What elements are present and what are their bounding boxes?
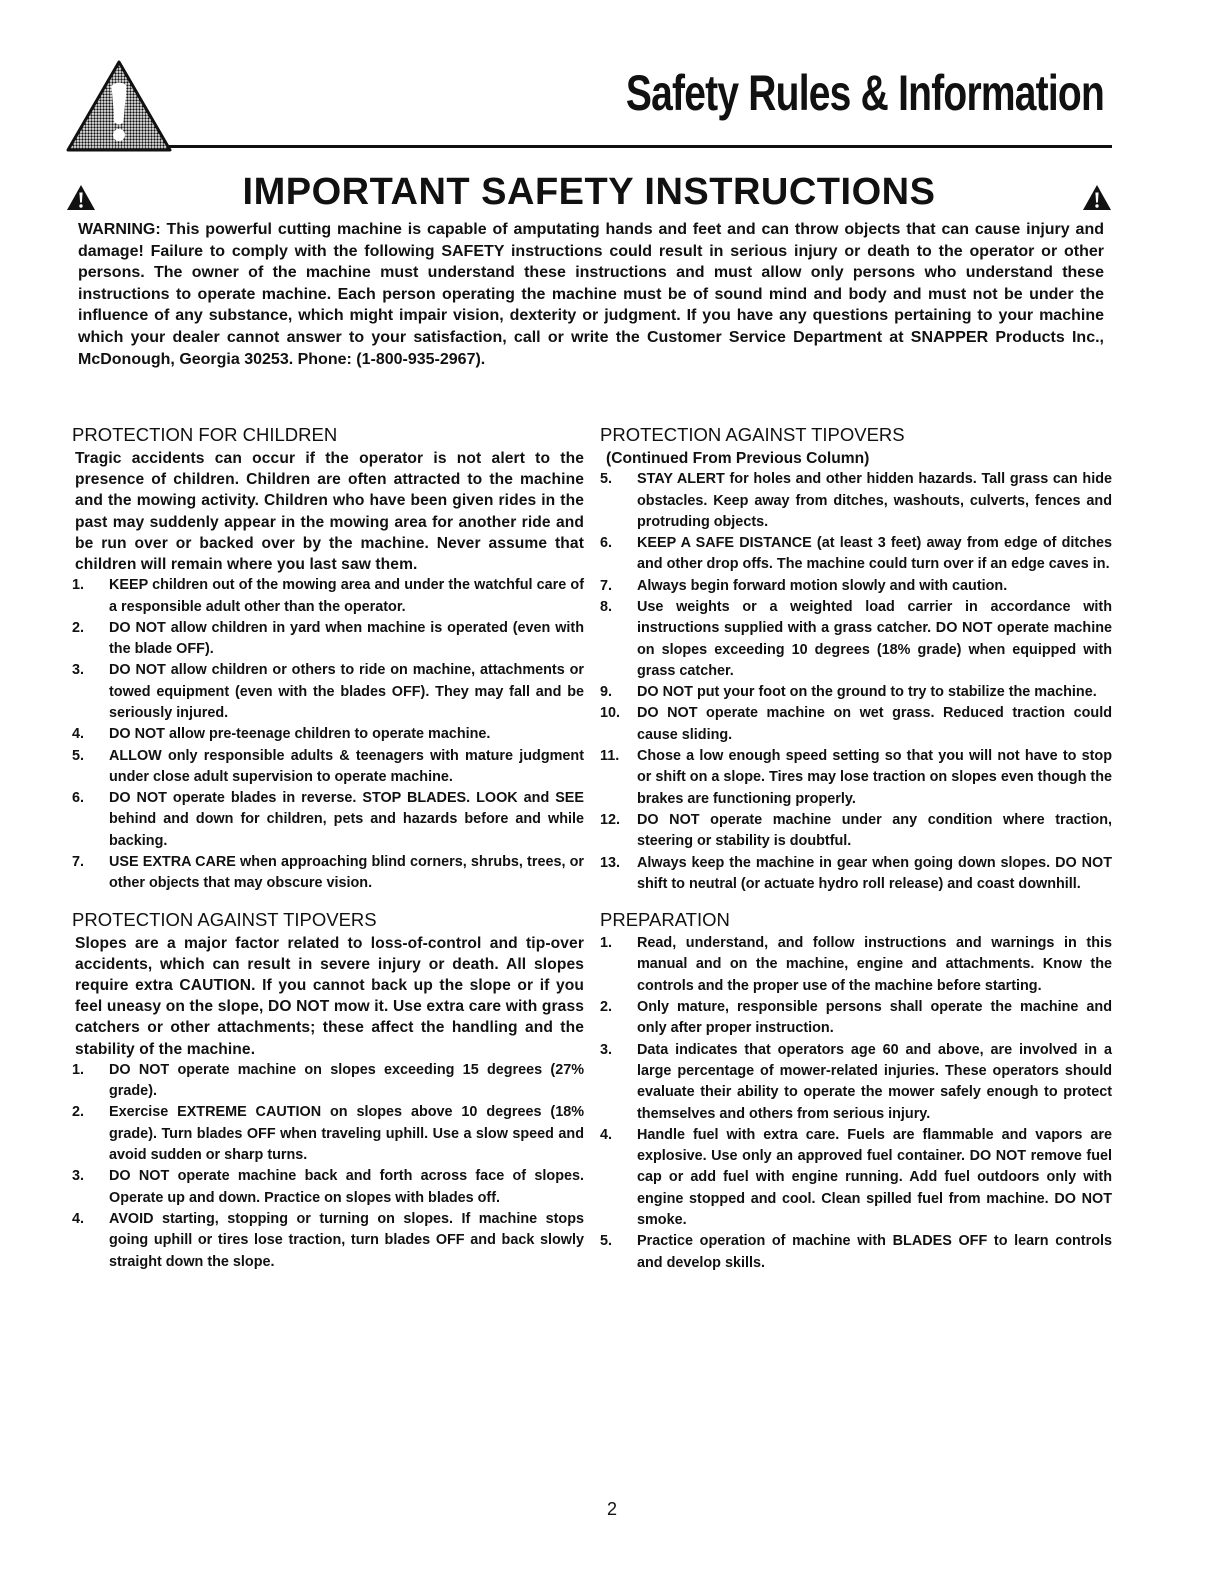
list-item: 12. DO NOT operate machine under any condition where traction, steering or stability is doubtful. <box>600 811 1112 850</box>
important-title: IMPORTANT SAFETY INSTRUCTIONS <box>242 171 936 213</box>
children-rules-list <box>72 575 584 894</box>
list-item: 4. Handle fuel with extra care. Fuels are flammable and vapors are explosive. Use only an approved fuel container. DO NOT remove fuel cap or add fuel with engine running. Add fuel outdoors only with engine stopped and cool. Clean spilled fuel from machine. DO NOT smoke. <box>600 1126 1112 1228</box>
list-item: 1. KEEP children out of the mowing area and under the watchful care of a responsible adult other than the operator. <box>72 577 584 615</box>
list-item: 2. Exercise EXTREME CAUTION on slopes above 10 degrees (18% grade). Turn blades OFF when traveling uphill. Use a slow speed and avoid sudden or sharp turns. <box>72 1104 584 1164</box>
list-item: 3. DO NOT allow children or others to ride on machine, attachments or towed equipment (even with the blades OFF). They may fall and be seriously injured. <box>72 662 584 721</box>
list-item: 3. DO NOT operate machine back and forth across face of slopes. Operate up and down. Practice on slopes with blades off. <box>72 1168 584 1206</box>
list-item: 7. Always begin forward motion slowly and with caution. <box>600 577 1008 594</box>
warning-triangle-icon <box>1082 184 1112 211</box>
right-column <box>600 424 1112 1274</box>
tipover-rules-list <box>72 1060 584 1273</box>
tipover-rules-continued-list <box>600 469 1112 895</box>
section-heading: PROTECTION AGAINST TIPOVERS <box>600 424 905 445</box>
list-item: 1. Read, understand, and follow instructions and warnings in this manual and on the machine, engine and attachments. Know the controls and the proper use of the machine before starting. <box>600 935 1112 994</box>
list-item: 5. STAY ALERT for holes and other hidden hazards. Tall grass can hide obstacles. Keep away from ditches, washouts, culverts, fences and protruding objects. <box>600 471 1112 530</box>
header-divider <box>168 145 1112 148</box>
list-item: 1. DO NOT operate machine on slopes exceeding 15 degrees (27% grade). <box>72 1061 584 1100</box>
list-item: 11. Chose a low enough speed setting so that you will not have to stop or shift on a slope. Tires may lose traction on slopes even though the brakes are functioning properly. <box>600 748 1112 807</box>
list-item: 6. KEEP A SAFE DISTANCE (at least 3 feet) away from edge of ditches and other drop offs. The machine could turn over if an edge caves in. <box>600 535 1112 573</box>
list-item: 9. DO NOT put your foot on the ground to try to stabilize the machine. <box>600 684 1097 701</box>
section-heading: PROTECTION FOR CHILDREN <box>72 424 338 445</box>
list-item: 4. AVOID starting, stopping or turning on slopes. If machine stops going uphill or tires lose traction, turn blades OFF and back slowly straight down the slope. <box>72 1210 584 1270</box>
page-title: Safety Rules & Information <box>625 65 1104 121</box>
section-intro: Tragic accidents can occur if the operator is not alert to the presence of children. Children are often attracted to the machine and the mowing activity. Children who have been given rides in the past may suddenly appear in the mowing area for another ride and be run over or backed over by the machine. Never assume that children will remain where you last saw them. <box>75 450 584 574</box>
section-heading: PREPARATION <box>600 909 730 931</box>
list-item: 6. DO NOT operate blades in reverse. STOP BLADES. LOOK and SEE behind and down for children, pets and hazards before and while backing. <box>72 790 584 849</box>
list-item: 5. Practice operation of machine with BLADES OFF to learn controls and develop skills. <box>600 1233 1112 1271</box>
section-intro: Slopes are a major factor related to loss-of-control and tip-over accidents, which can result in severe injury or death. All slopes require extra CAUTION. If you cannot back up the slope or if you feel uneasy on the slope, DO NOT mow it. Use extra care with grass catchers or other attachments; these affect the handling and the stability of the machine. <box>75 934 584 1058</box>
page-number: 2 <box>606 1499 617 1519</box>
list-item: 10. DO NOT operate machine on wet grass. Reduced traction could cause sliding. <box>600 705 1112 743</box>
continued-note: (Continued From Previous Column) <box>606 450 870 467</box>
left-column <box>72 424 584 1273</box>
page-header <box>66 56 1112 152</box>
warning-triangle-icon <box>66 60 172 152</box>
important-banner <box>66 170 1112 218</box>
section-heading: PROTECTION AGAINST TIPOVERS <box>72 908 377 930</box>
list-item: 4. DO NOT allow pre-teenage children to operate machine. <box>72 726 491 743</box>
list-item: 2. DO NOT allow children in yard when machine is operated (even with the blade OFF). <box>72 619 584 658</box>
list-item: 3. Data indicates that operators age 60 and above, are involved in a large percentage of mower-related injuries. These operators should evaluate their ability to operate the mower safely enough to protect themselves and others from serious injury. <box>600 1041 1112 1122</box>
list-item: 7. USE EXTRA CARE when approaching blind corners, shrubs, trees, or other objects that may obscure vision. <box>72 854 584 892</box>
list-item: 13. Always keep the machine in gear when going down slopes. DO NOT shift to neutral (or actuate hydro roll release) and coast downhill. <box>600 854 1112 892</box>
preparation-rules-list <box>600 933 1112 1274</box>
list-item: 5. ALLOW only responsible adults & teenagers with mature judgment under close adult supervision to operate machine. <box>72 747 584 785</box>
list-item: 8. Use weights or a weighted load carrier in accordance with instructions supplied with a grass catcher. DO NOT operate machine on slopes exceeding 10 degrees (18% grade) when equipped with grass catcher. <box>600 598 1112 679</box>
warning-paragraph: WARNING: This powerful cutting machine is capable of amputating hands and feet and can throw objects that can cause injury and damage! Failure to comply with the following SAFETY instructions could result in serious injury or death to the operator or other persons. The owner of the machine must understand these instructions and must allow only persons who understand these instructions to operate machine. Each person operating the machine must be of sound mind and body and must not be under the influence of any substance, which might impair vision, dexterity or judgment. If you have any questions pertaining to your machine which your dealer cannot answer to your satisfaction, call or write the Customer Service Department at SNAPPER Products Inc., McDonough, Georgia 30253. Phone: (1-800-935-2967). <box>78 221 1104 368</box>
list-item: 2. Only mature, responsible persons shall operate the machine and only after proper instruction. <box>600 999 1112 1037</box>
